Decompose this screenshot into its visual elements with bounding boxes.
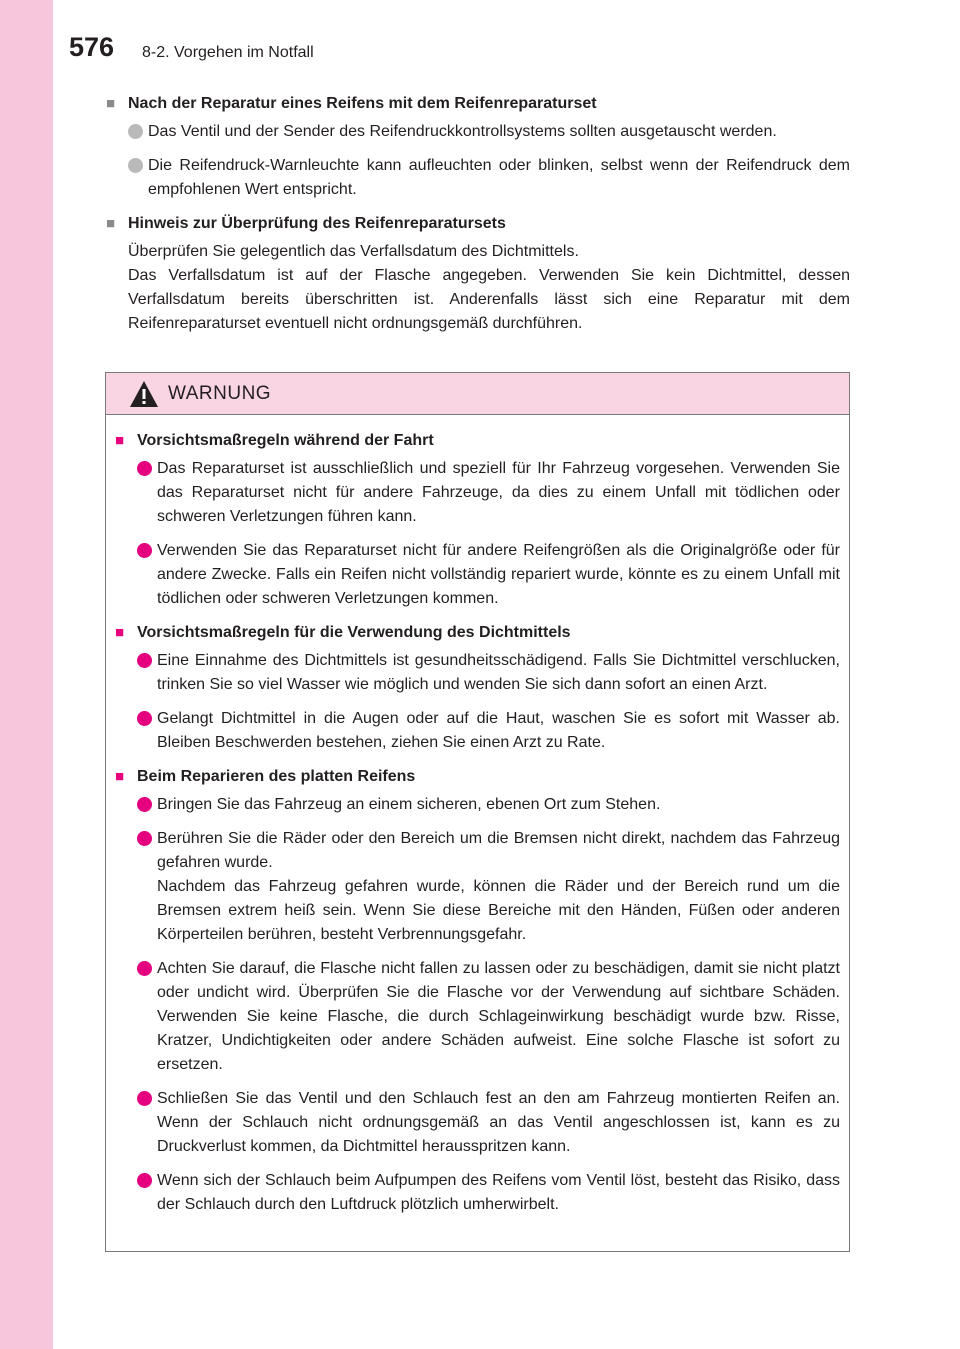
square-bullet-icon: ■: [115, 768, 125, 785]
list-item: Das Ventil und der Sender des Reifendruckkontrollsystems sollten ausgetauscht werden.: [128, 120, 850, 144]
paragraph: Überprüfen Sie gelegentlich das Verfallsdatum des Dichtmittels.: [128, 243, 579, 260]
list-item: Das Reparaturset ist ausschließlich und speziell für Ihr Fahrzeug vorgesehen. Verwenden Sie das Reparaturset nicht für andere Fahrzeuge, da dies zu einem Unfall mit tödlichen oder schweren Verletzungen führen kann.: [137, 457, 840, 529]
chapter-running-head: 8-2. Vorgehen im Notfall: [142, 44, 314, 61]
round-bullet-icon: [137, 797, 152, 812]
list-item: [137, 827, 840, 947]
section-heading: ■ Hinweis zur Überprüfung des Reifenreparatursets: [106, 212, 850, 236]
round-bullet-icon: [128, 158, 143, 173]
warning-title: WARNUNG: [168, 383, 272, 404]
round-bullet-icon: [128, 124, 143, 139]
section-heading: ■ Nach der Reparatur eines Reifens mit dem Reifenreparaturset: [106, 92, 850, 116]
list-item: Eine Einnahme des Dichtmittels ist gesundheitsschädigend. Falls Sie Dichtmittel verschlucken, trinken Sie so viel Wasser wie möglich und wenden Sie sich dann sofort an einen Arzt.: [137, 649, 840, 697]
page-sidebar-tab: [0, 0, 53, 1349]
square-bullet-icon: ■: [106, 95, 116, 112]
square-bullet-icon: ■: [115, 624, 125, 641]
round-bullet-icon: [137, 543, 152, 558]
list-item: Wenn sich der Schlauch beim Aufpumpen des Reifens vom Ventil löst, besteht das Risiko, dass der Schlauch durch den Luftdruck plötzlich umherwirbelt.: [137, 1169, 840, 1217]
round-bullet-icon: [137, 461, 152, 476]
round-bullet-icon: [137, 1091, 152, 1106]
warning-header: [106, 373, 849, 415]
warning-section-heading: ■ Beim Reparieren des platten Reifens: [115, 765, 840, 789]
page-number: 576: [69, 32, 115, 62]
square-bullet-icon: ■: [106, 215, 116, 232]
warning-section-heading: ■ Vorsichtsmaßregeln für die Verwendung des Dichtmittels: [115, 621, 840, 645]
warning-triangle-icon: [129, 380, 159, 408]
main-content: [106, 92, 850, 336]
list-item: Bringen Sie das Fahrzeug an einem sicheren, ebenen Ort zum Stehen.: [137, 793, 840, 817]
round-bullet-icon: [137, 961, 152, 976]
bullet-continuation: Nachdem das Fahrzeug gefahren wurde, können die Räder und der Bereich rund um die Bremsen extrem heiß sein. Wenn Sie diese Bereiche mit den Händen, Füßen oder anderen Körperteilen berühren, besteht Verbrennungsgefahr.: [157, 878, 840, 943]
warning-body: [115, 429, 840, 1227]
round-bullet-icon: [137, 1173, 152, 1188]
warning-section-heading: ■ Vorsichtsmaßregeln während der Fahrt: [115, 429, 840, 453]
paragraph: Das Verfallsdatum ist auf der Flasche angegeben. Verwenden Sie kein Dichtmittel, dessen Verfallsdatum bereits überschritten ist. Anderenfalls lässt sich eine Reparatur mit dem Reifenreparaturset eventuell nicht ordnungsgemäß durchführen.: [128, 267, 850, 332]
list-item: Schließen Sie das Ventil und den Schlauch fest an den am Fahrzeug montierten Reifen an. Wenn der Schlauch nicht ordnungsgemäß an das Ventil angeschlossen ist, kann es zu Druckverlust kommen, da Dichtmittel herausspritzen kann.: [137, 1087, 840, 1159]
round-bullet-icon: [137, 831, 152, 846]
warning-box: [105, 372, 850, 1252]
list-item: Gelangt Dichtmittel in die Augen oder auf die Haut, waschen Sie es sofort mit Wasser ab. Bleiben Beschwerden bestehen, ziehen Sie einen Arzt zu Rate.: [137, 707, 840, 755]
round-bullet-icon: [137, 653, 152, 668]
bullet-text: Berühren Sie die Räder oder den Bereich um die Bremsen nicht direkt, nachdem das Fahrzeug gefahren wurde.: [157, 830, 840, 871]
round-bullet-icon: [137, 711, 152, 726]
list-item: Verwenden Sie das Reparaturset nicht für andere Reifengrößen als die Originalgröße oder für andere Zwecke. Falls ein Reifen nicht vollständig repariert wurde, könnte es zu einem Unfall mit tödlichen oder schweren Verletzungen kommen.: [137, 539, 840, 611]
list-item: Achten Sie darauf, die Flasche nicht fallen zu lassen oder zu beschädigen, damit sie nicht platzt oder undicht wird. Überprüfen Sie die Flasche vor der Verwendung auf sichtbare Schäden. Verwenden Sie keine Flasche, die durch Schlageinwirkung beschädigt wurde bzw. Risse, Kratzer, Undichtigkeiten oder andere Schäden aufweist. Eine solche Flasche ist sofort zu ersetzen.: [137, 957, 840, 1077]
square-bullet-icon: ■: [115, 432, 125, 449]
list-item: Die Reifendruck-Warnleuchte kann aufleuchten oder blinken, selbst wenn der Reifendruck dem empfohlenen Wert entspricht.: [128, 154, 850, 202]
